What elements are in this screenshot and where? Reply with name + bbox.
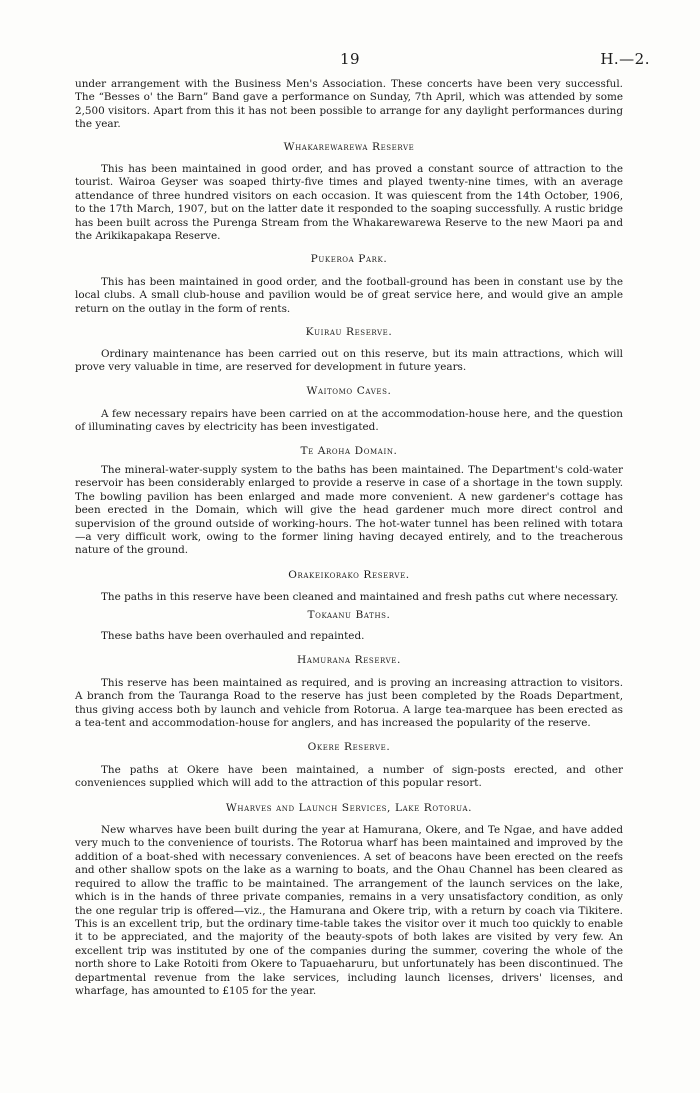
section-text-orakeikorako: The paths in this reserve have been cleaned and maintained and fresh paths cut where necessary.: [101, 591, 619, 604]
page-number: 19: [340, 50, 361, 68]
section-heading-whakarewarewa: Whakarewarewa Reserve: [283, 140, 415, 153]
section-text-pukeroa: This has been maintained in good order, and the football-ground has been in constant use by the local clubs. A small club-house and pavilion would be of great service here, and would give an ample return on the outlay in the form of rents.: [75, 275, 623, 315]
section-heading-orakeikorako: Orakeikorako Reserve.: [288, 568, 410, 581]
section-heading-kuirau: Kuirau Reserve.: [305, 326, 393, 339]
section-text-waitomo: A few necessary repairs have been carried on at the accommodation-house here, and the question of illuminating caves by electricity has been investigated.: [75, 407, 623, 434]
section-heading-waitomo: Waitomo Caves.: [306, 385, 392, 398]
section-text-kuirau: Ordinary maintenance has been carried out on this reserve, but its main attractions, which will prove very valuable in time, are reserved for development in future years.: [75, 347, 623, 373]
page-body: [75, 78, 623, 998]
continuation-paragraph: under arrangement with the Business Men's Association. These concerts have been very successful. The “Besses o' the Barn” Band gave a performance on Sunday, 7th April, which was attended by some 2,500 visitors. Apart from this it has not been possible to arrange for any daylight performances during the year.: [75, 78, 623, 131]
section-heading-okere: Okere Reserve.: [307, 741, 391, 754]
section-heading-te-aroha: Te Aroha Domain.: [300, 444, 398, 457]
section-heading-pukeroa: Pukeroa Park.: [310, 253, 388, 266]
section-text-te-aroha: The mineral-water-supply system to the baths has been maintained. The Department's cold-water reservoir has been considerably enlarged to provide a reserve in case of a shortage in the town supply. The bowling pavilion has been enlarged and made more convenient. A new gardener's cottage has been erected in the Domain, which will give the head gardener much more direct control and supervision of the ground outside of working-hours. The hot-water tunnel has been relined with totara—a very difficult work, owing to the former lining having decayed entirely, and to the treacherous nature of the ground.: [75, 463, 623, 557]
section-heading-tokaanu: Tokaanu Baths.: [307, 608, 391, 621]
section-heading-wharves: Wharves and Launch Services, Lake Rotorua.: [225, 801, 473, 814]
section-text-tokaanu: These baths have been overhauled and repainted.: [101, 630, 365, 642]
section-heading-hamurana: Hamurana Reserve.: [297, 654, 401, 667]
section-text-hamurana: This reserve has been maintained as required, and is proving an increasing attraction to visitors. A branch from the Tauranga Road to the reserve has just been completed by the Roads Department, thus giving access both by launch and vehicle from Rotorua. A large tea-marquee has been erected as a tea-tent and accommodation-house for anglers, and has increased the popularity of the reserve.: [75, 676, 623, 730]
section-text-whakarewarewa: This has been maintained in good order, and has proved a constant source of attraction to the tourist. Wairoa Geyser was soaped thirty-five times and played twenty-nine times, with an average attendance of three hundred visitors on each occasion. It was quiescent from the 14th October, 1906, to the 17th March, 1907, but on the latter date it responded to the soaping successfully. A rustic bridge has been built across the Purenga Stream from the Whakarewarewa Reserve to the new Maori pa and the Arikikapakapa Reserve.: [75, 163, 623, 243]
section-text-okere: The paths at Okere have been maintained, a number of sign-posts erected, and other conveniences supplied which will add to the attraction of this popular resort.: [75, 763, 623, 790]
section-text-wharves: New wharves have been built during the year at Hamurana, Okere, and Te Ngae, and have added very much to the convenience of tourists. The Rotorua wharf has been maintained and improved by the addition of a boat-shed with necessary conveniences. A set of beacons have been erected on the reefs and other shallow spots on the lake as a warning to boats, and the Ohau Channel has been cleared as required to allow the traffic to be maintained. The arrangement of the launch services on the lake, which is in the hands of three private companies, remains in a very unsatisfactory condition, as only the one regular trip is offered—viz., the Hamurana and Okere trip, with a return by coach via Tikitere. This is an excellent trip, but the ordinary time-table takes the visitor over it much too quickly to enable it to be appreciated, and the majority of the beauty-spots of both lakes are visited by very few. An excellent trip was instituted by one of the companies during the summer, covering the whole of the north shore to Lake Rotoiti from Okere to Tapuaeharuru, but unfortunately has been discontinued. The departmental revenue from the lake services, including launch licenses, drivers' licenses, and wharfage, has amounted to £105 for the year.: [75, 824, 623, 997]
document-reference: H.—2.: [600, 50, 650, 68]
